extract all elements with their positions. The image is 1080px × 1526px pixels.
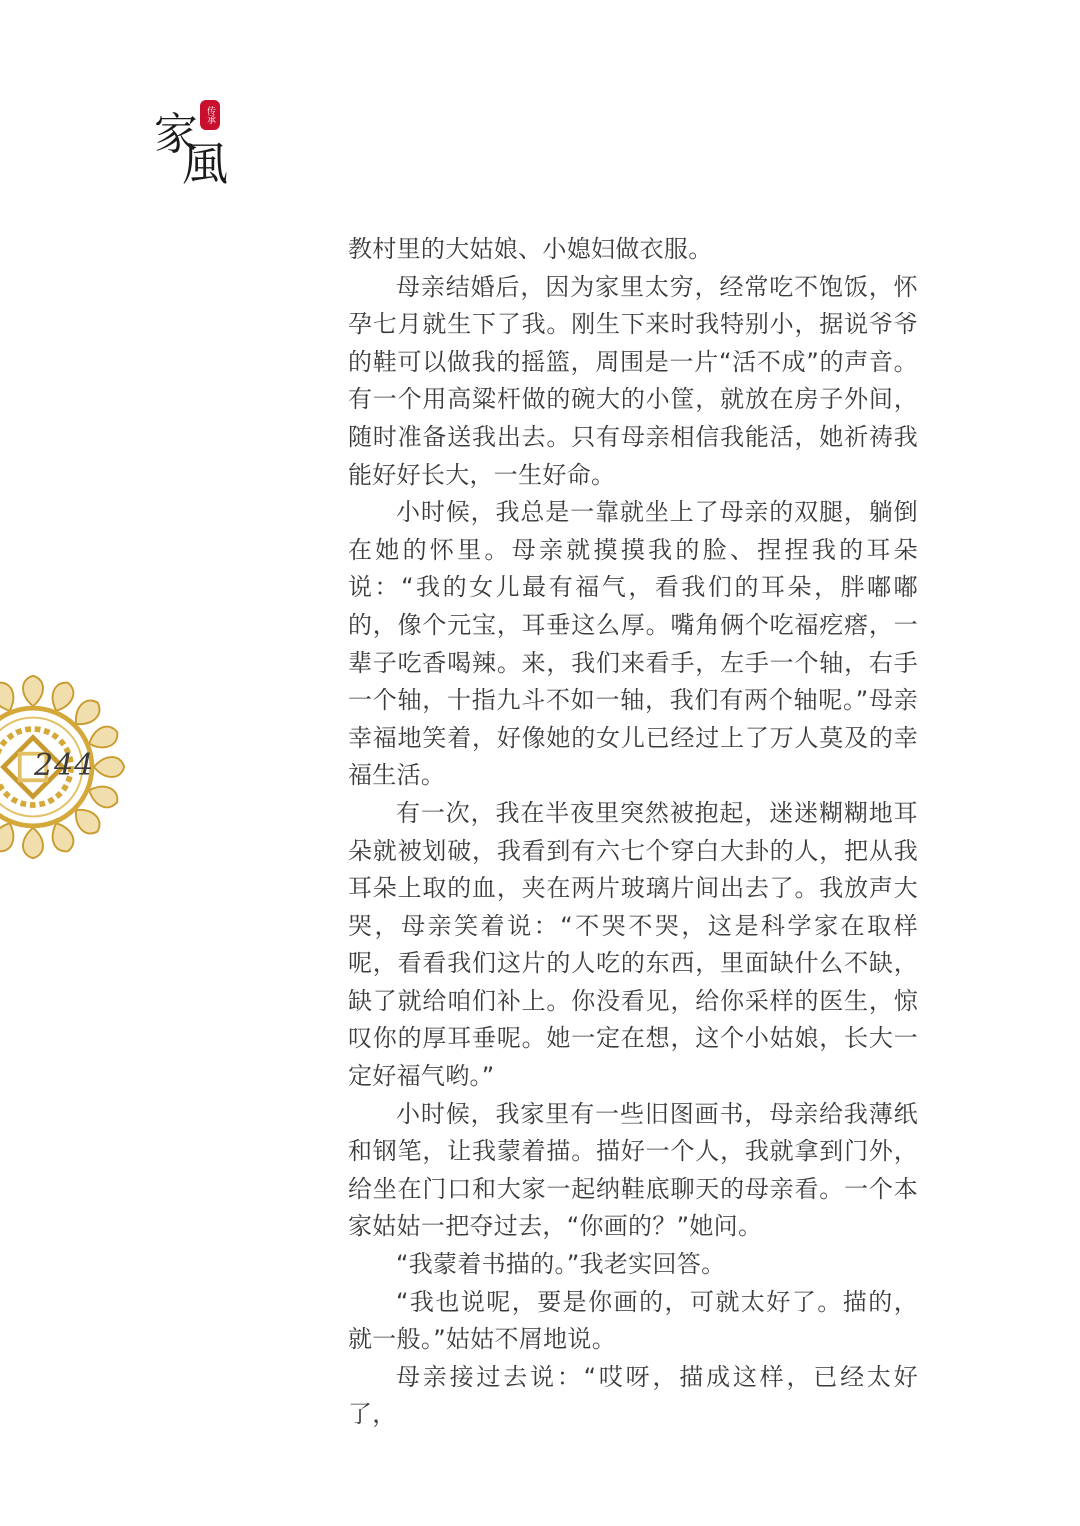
paragraph: 有一次，我在半夜里突然被抱起，迷迷糊糊地耳朵就被划破，我看到有六七个穿白大卦的人，把从我耳朵上取的血，夹在两片玻璃片间出去了。我放声大哭，母亲笑着说：“不哭不哭，这是科学家在取样呢，看看我们这片的人吃的东西，里面缺什么不缺，缺了就给咱们补上。你没看见，给你采样的医生，惊叹你的厚耳垂呢。她一定在想，这个小姑娘，长大一定好福气哟。” <box>348 798 918 1091</box>
paragraph: “我也说呢，要是你画的，可就太好了。描的，就一般。”姑姑不屑地说。 <box>348 1287 918 1354</box>
paragraph: 母亲结婚后，因为家里太穷，经常吃不饱饭，怀孕七月就生下了我。刚生下来时我特别小，据说爷爷的鞋可以做我的摇篮，周围是一片“活不成”的声音。有一个用高粱杆做的碗大的小筐，就放在房子外间，随时准备送我出去。只有母亲相信我能活，她祈祷我能好好长大，一生好命。 <box>348 272 918 489</box>
page-number: 244 <box>34 748 95 783</box>
paragraph: 母亲接过去说：“哎呀，描成这样，已经太好了， <box>348 1362 918 1429</box>
paragraph: 小时候，我总是一靠就坐上了母亲的双腿，躺倒在她的怀里。母亲就摸摸我的脸、捏捏我的耳朵说：“我的女儿最有福气，看我们的耳朵，胖嘟嘟的，像个元宝，耳垂这么厚。嘴角俩个吃福疙瘩，一辈子吃香喝辣。来，我们来看手，左手一个轴，右手一个轴，十指九斗不如一轴，我们有两个轴呢。”母亲幸福地笑着，好像她的女儿已经过上了万人莫及的幸福生活。 <box>348 498 918 790</box>
paragraph: 小时候，我家里有一些旧图画书，母亲给我薄纸和钢笔，让我蒙着描。描好一个人，我就拿到门外，给坐在门口和大家一起纳鞋底聊天的母亲看。一个本家姑姑一把夺过去，“你画的？”她问。 <box>348 1099 918 1241</box>
logo-character-jia: 家 <box>154 109 198 160</box>
red-seal-stamp: 传承 <box>200 100 220 130</box>
logo-character-feng: 風 <box>182 137 228 191</box>
family-style-logo <box>148 92 238 191</box>
paragraph: “我蒙着书描的。”我老实回答。 <box>396 1250 726 1279</box>
paragraph: 教村里的大姑娘、小媳妇做衣服。 <box>348 235 713 263</box>
article-body <box>348 231 918 1434</box>
